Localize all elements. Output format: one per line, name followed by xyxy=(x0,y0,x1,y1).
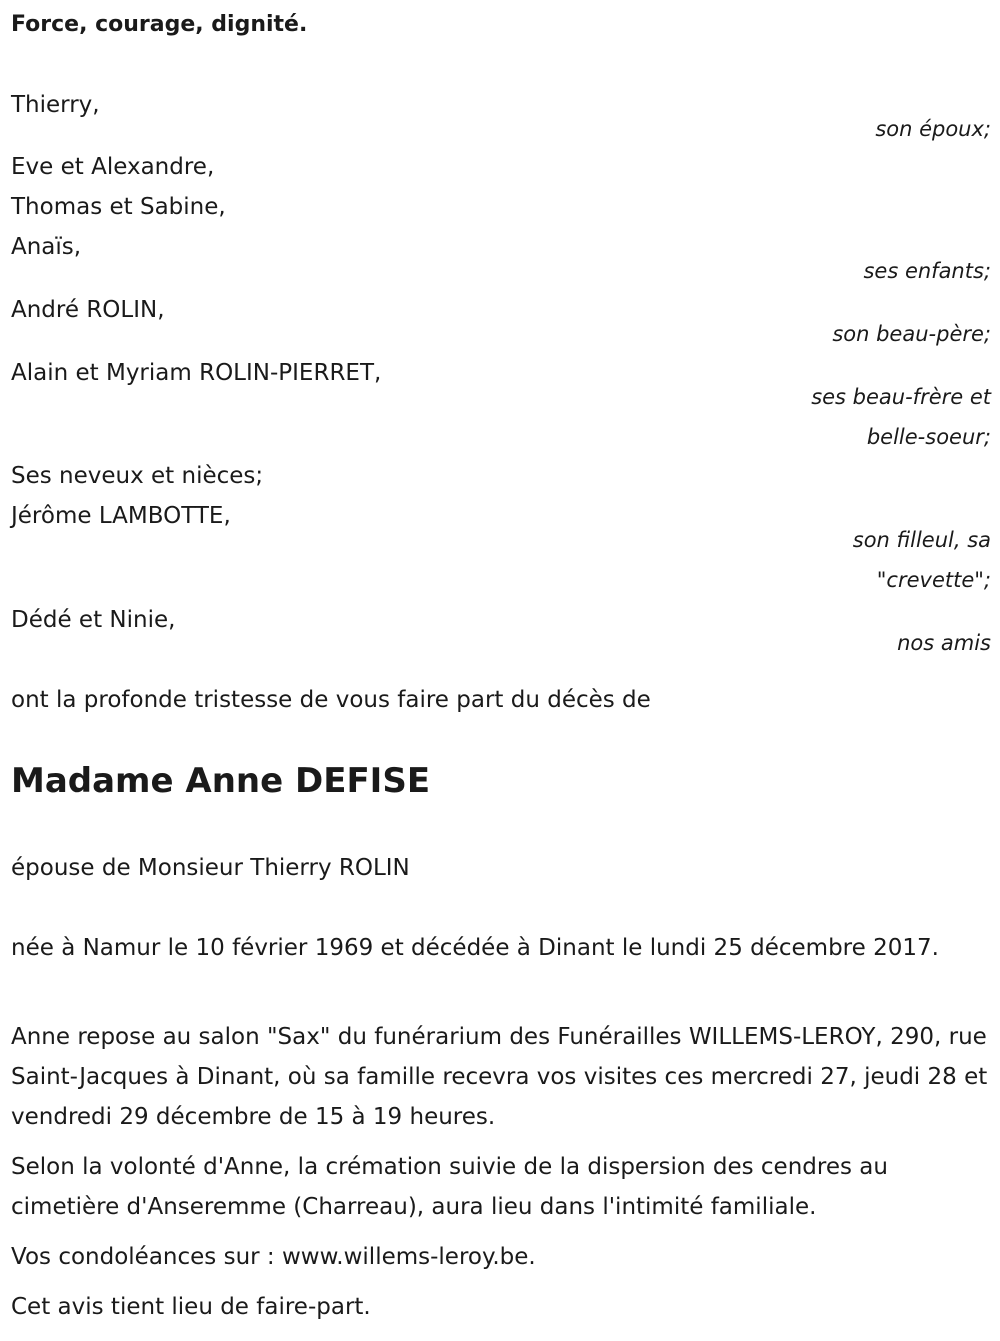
condolences-line: Vos condoléances sur : www.willems-leroy.be. xyxy=(11,1244,536,1270)
deceased-name: Madame Anne DEFISE xyxy=(11,761,431,801)
relation-label: son beau-père; xyxy=(832,322,991,346)
announcement-text: ont la profonde tristesse de vous faire part du décès de xyxy=(11,687,651,713)
family-member: Thomas et Sabine, xyxy=(11,194,226,220)
family-member: Alain et Myriam ROLIN-PIERRET, xyxy=(11,360,382,386)
family-member: Thierry, xyxy=(11,92,100,118)
relation-label: son époux; xyxy=(875,117,991,141)
relation-label: ses enfants; xyxy=(863,259,991,283)
birth-death-paragraph: née à Namur le 10 février 1969 et décédée à Dinant le lundi 25 décembre 2017. xyxy=(11,935,939,961)
family-member: Jérôme LAMBOTTE, xyxy=(11,503,231,529)
relation-label: "crevette"; xyxy=(876,568,991,592)
relation-label: ses beau-frère et xyxy=(811,385,991,409)
family-member: André ROLIN, xyxy=(11,297,165,323)
visits-paragraph: Anne repose au salon "Sax" du funérarium des Funérailles WILLEMS-LEROY, 290, rue Saint-Jacques à Dinant, où sa famille recevra vos visites ces mercredi 27, jeudi 28 et vendredi 29 décembre de 15 à 19 heures. xyxy=(11,1024,988,1130)
relation-label: belle-soeur; xyxy=(866,425,991,449)
family-member: Anaïs, xyxy=(11,234,82,260)
relation-label: nos amis xyxy=(897,631,991,655)
notice-line: Cet avis tient lieu de faire-part. xyxy=(11,1294,371,1320)
spouse-line: épouse de Monsieur Thierry ROLIN xyxy=(11,855,410,881)
relation-label: son filleul, sa xyxy=(852,528,991,552)
motto: Force, courage, dignité. xyxy=(11,12,308,37)
family-member: Ses neveux et nièces; xyxy=(11,463,264,489)
family-member: Eve et Alexandre, xyxy=(11,154,215,180)
cremation-paragraph: Selon la volonté d'Anne, la crémation suivie de la dispersion des cendres au cimetière d'Anseremme (Charreau), aura lieu dans l'intimité familiale. xyxy=(11,1154,888,1220)
family-member: Dédé et Ninie, xyxy=(11,607,176,633)
